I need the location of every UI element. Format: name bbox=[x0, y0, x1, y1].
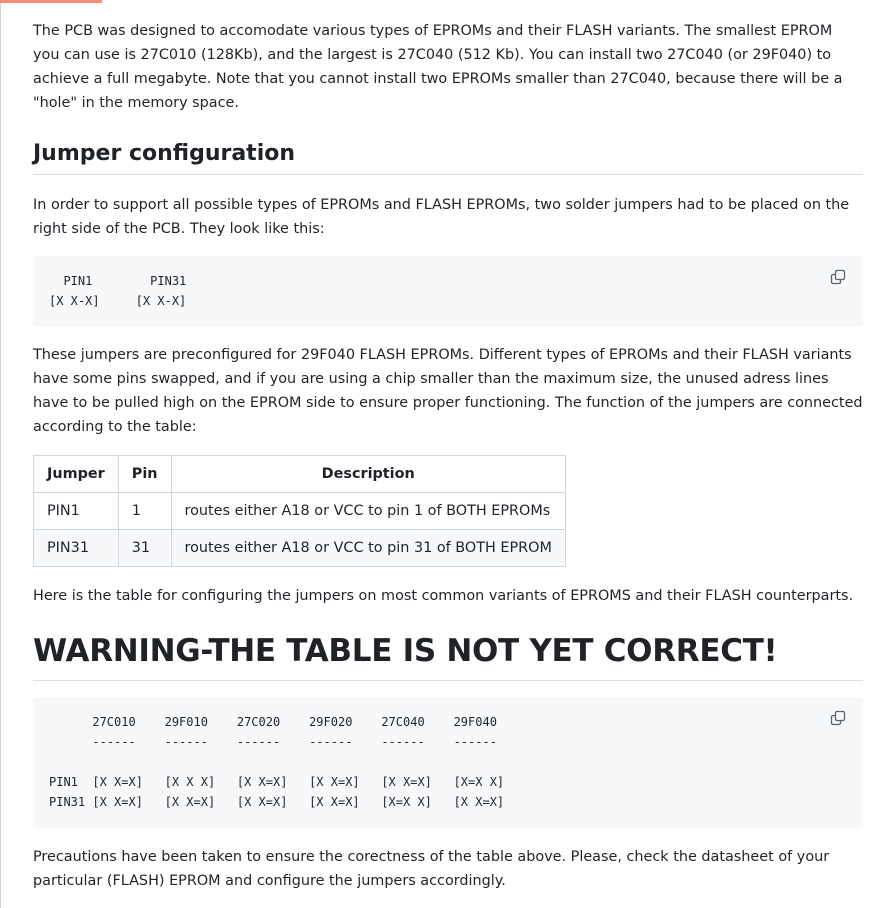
cell-jumper: PIN1 bbox=[34, 493, 119, 530]
config-table-code: 27C010 29F010 27C020 29F020 27C040 29F040 ------ ------ ------ ------ ------ ------ PIN1 [X X=X] [X X X] [X X=X] [X X=X] [X X=X] [X=X X] PIN31 [X X=X] [X X=X] [X X=X] [X X=X] [X=X X] [X X=X] bbox=[49, 715, 505, 809]
preconfigured-paragraph: These jumpers are preconfigured for 29F040 FLASH EPROMs. Different types of EPROMs and their FLASH variants have some pins swapped, and if you are using a chip smaller than the maximum size, the unused adress lines have to be pulled high on the EPROM side to ensure proper functioning. The function of the jumpers are connected according to the table: bbox=[33, 347, 863, 435]
jumper-intro-paragraph: In order to support all possible types of EPROMs and FLASH EPROMs, two solder jumpers had to be placed on the right side of the PCB. They look like this: bbox=[33, 197, 850, 237]
intro-paragraph: The PCB was designed to accomodate various types of EPROMs and their FLASH variants. The smallest EPROM you can use is 27C010 (128Kb), and the largest is 27C040 (512 Kb). You can install two 27C040 (or 29F040) to achieve a full megabyte. Note that you cannot install two EPROMs smaller than 27C040, because there will be a "hole" in the memory space. bbox=[33, 23, 843, 111]
table-intro-paragraph: Here is the table for configuring the jumpers on most common variants of EPROMS and their FLASH counterparts. bbox=[33, 588, 854, 604]
precautions-paragraph: Precautions have been taken to ensure the corectness of the table above. Please, check the datasheet of your particular (FLASH) EPROM and configure the jumpers accordingly. bbox=[33, 849, 830, 889]
table-row bbox=[34, 530, 566, 567]
heading-warning: WARNING-THE TABLE IS NOT YET CORRECT! bbox=[33, 631, 863, 681]
table-row bbox=[34, 493, 566, 530]
copy-code-button[interactable] bbox=[830, 710, 848, 728]
config-table-code-block bbox=[33, 697, 863, 828]
jumper-layout-code-block bbox=[33, 256, 863, 327]
jumper-layout-code: PIN1 PIN31 [X X-X] [X X-X] bbox=[49, 274, 187, 308]
page-left-border bbox=[0, 0, 1, 908]
jumper-table bbox=[33, 455, 566, 567]
copy-icon bbox=[830, 269, 846, 285]
cell-jumper: PIN31 bbox=[34, 530, 119, 567]
copy-code-button[interactable] bbox=[830, 269, 848, 287]
header-jumper: Jumper bbox=[34, 456, 119, 493]
header-description: Description bbox=[171, 456, 565, 493]
cell-description: routes either A18 or VCC to pin 31 of BOTH EPROM bbox=[171, 530, 565, 567]
table-header-row bbox=[34, 456, 566, 493]
cell-pin: 1 bbox=[118, 493, 171, 530]
active-tab-indicator bbox=[0, 0, 102, 3]
copy-icon bbox=[830, 710, 846, 726]
cell-pin: 31 bbox=[118, 530, 171, 567]
header-pin: Pin bbox=[118, 456, 171, 493]
cell-description: routes either A18 or VCC to pin 1 of BOTH EPROMs bbox=[171, 493, 565, 530]
heading-jumper-configuration: Jumper configuration bbox=[33, 139, 863, 175]
